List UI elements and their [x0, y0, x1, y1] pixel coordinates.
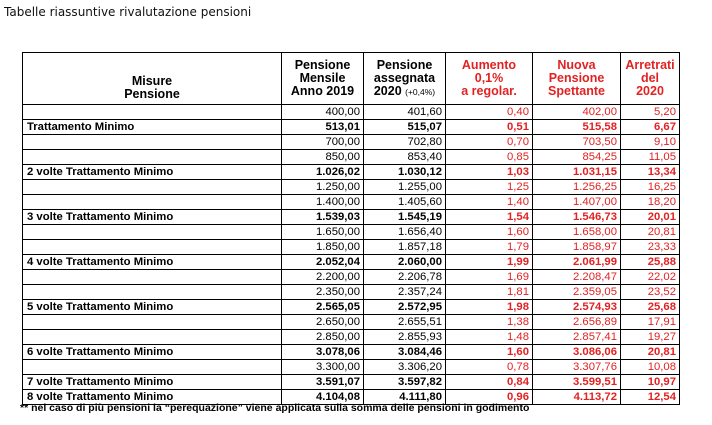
- nuova-pensione-cell: 3.599,51: [533, 375, 621, 390]
- pensione-assegnata-cell: 702,80: [364, 135, 446, 150]
- aumento-cell: 1,69: [446, 270, 533, 285]
- header-nuova-pensione: [533, 53, 621, 105]
- header-text: Pensione: [294, 58, 351, 72]
- header-label-line: Pensione: [124, 87, 180, 101]
- header-text: a regolar.: [461, 84, 517, 98]
- pensione-assegnata-cell: 3.306,20: [364, 360, 446, 375]
- nuova-pensione-cell: 1.658,00: [533, 225, 621, 240]
- pensione-assegnata-cell: 3.084,46: [364, 345, 446, 360]
- arretrati-cell: 18,20: [621, 195, 680, 210]
- aumento-cell: 1,40: [446, 195, 533, 210]
- pensione-mensile-cell: 850,00: [282, 150, 364, 165]
- aumento-cell: 1,25: [446, 180, 533, 195]
- header-pensione-assegnata: [364, 53, 446, 105]
- nuova-pensione-cell: 4.113,72: [533, 390, 621, 405]
- pensione-mensile-cell: 2.200,00: [282, 270, 364, 285]
- aumento-cell: 0,40: [446, 105, 533, 120]
- nuova-pensione-cell: 2.359,05: [533, 285, 621, 300]
- nuova-pensione-cell: 1.546,73: [533, 210, 621, 225]
- arretrati-cell: 11,05: [621, 150, 680, 165]
- misura-label-cell: 2 volte Trattamento Minimo: [23, 165, 282, 180]
- misura-label-cell: [23, 150, 282, 165]
- header-label-line: Misure: [131, 74, 173, 88]
- header-text: Pensione: [548, 71, 605, 85]
- arretrati-cell: 6,67: [621, 120, 680, 135]
- pensione-mensile-cell: 1.026,02: [282, 165, 364, 180]
- misura-label-cell: [23, 330, 282, 345]
- aumento-cell: 1,60: [446, 345, 533, 360]
- aumento-cell: 1,60: [446, 225, 533, 240]
- table-row: [23, 165, 680, 180]
- pensione-assegnata-cell: 2.655,51: [364, 315, 446, 330]
- header-text: Anno 2019: [290, 84, 355, 98]
- header-text: del: [640, 71, 660, 85]
- pensione-mensile-cell: 513,01: [282, 120, 364, 135]
- arretrati-cell: 20,81: [621, 345, 680, 360]
- header-text: Mensile: [299, 71, 346, 85]
- misura-label-cell: [23, 105, 282, 120]
- header-aumento: [446, 53, 533, 105]
- pensione-mensile-cell: 1.650,00: [282, 225, 364, 240]
- pensione-mensile-cell: 2.350,00: [282, 285, 364, 300]
- aumento-cell: 1,81: [446, 285, 533, 300]
- misura-label-cell: 4 volte Trattamento Minimo: [23, 255, 282, 270]
- pensione-mensile-cell: 2.052,04: [282, 255, 364, 270]
- table-row: [23, 345, 680, 360]
- pensione-mensile-cell: 4.104,08: [282, 390, 364, 405]
- header-text: Nuova: [557, 58, 596, 72]
- misura-label-cell: [23, 315, 282, 330]
- pensione-mensile-cell: 3.300,00: [282, 360, 364, 375]
- table-row: [23, 255, 680, 270]
- table-row: [23, 195, 680, 210]
- page-title: Tabelle riassuntive rivalutazione pensioni: [4, 5, 252, 19]
- pensione-assegnata-cell: 2.572,95: [364, 300, 446, 315]
- table-row: [23, 375, 680, 390]
- arretrati-cell: 20,81: [621, 225, 680, 240]
- aumento-cell: 1,79: [446, 240, 533, 255]
- misura-label-cell: [23, 285, 282, 300]
- header-misure-pensione: [23, 53, 282, 105]
- nuova-pensione-cell: 2.208,47: [533, 270, 621, 285]
- header-text: Spettante: [548, 84, 605, 98]
- table-row: [23, 315, 680, 330]
- header-text: Arretrati: [625, 58, 675, 72]
- table-row: [23, 180, 680, 195]
- nuova-pensione-cell: 2.574,93: [533, 300, 621, 315]
- table-row: [23, 225, 680, 240]
- header-text: assegnata: [373, 70, 436, 85]
- pensione-assegnata-cell: 1.656,40: [364, 225, 446, 240]
- table-row: [23, 210, 680, 225]
- header-text: 0,1%: [474, 71, 504, 85]
- arretrati-cell: 25,68: [621, 300, 680, 315]
- misura-label-cell: 5 volte Trattamento Minimo: [23, 300, 282, 315]
- nuova-pensione-cell: 854,25: [533, 150, 621, 165]
- pensione-assegnata-cell: 2.855,93: [364, 330, 446, 345]
- table-row: [23, 135, 680, 150]
- arretrati-cell: 13,34: [621, 165, 680, 180]
- aumento-cell: 0,85: [446, 150, 533, 165]
- arretrati-cell: 16,25: [621, 180, 680, 195]
- arretrati-cell: 5,20: [621, 105, 680, 120]
- arretrati-cell: 22,02: [621, 270, 680, 285]
- nuova-pensione-cell: 2.061,99: [533, 255, 621, 270]
- pensione-mensile-cell: 1.850,00: [282, 240, 364, 255]
- misura-label-cell: [23, 225, 282, 240]
- arretrati-cell: 23,52: [621, 285, 680, 300]
- table-row: [23, 150, 680, 165]
- pensione-mensile-cell: 2.565,05: [282, 300, 364, 315]
- pensione-mensile-cell: 3.591,07: [282, 375, 364, 390]
- header-pensione-mensile: [282, 53, 364, 105]
- header-arretrati: [621, 53, 680, 105]
- pensione-mensile-cell: 3.078,06: [282, 345, 364, 360]
- arretrati-cell: 23,33: [621, 240, 680, 255]
- aumento-cell: 0,70: [446, 135, 533, 150]
- arretrati-cell: 10,08: [621, 360, 680, 375]
- misura-label-cell: 6 volte Trattamento Minimo: [23, 345, 282, 360]
- header-text: Aumento: [461, 58, 517, 72]
- nuova-pensione-cell: 1.407,00: [533, 195, 621, 210]
- misura-label-cell: [23, 360, 282, 375]
- arretrati-cell: 19,27: [621, 330, 680, 345]
- aumento-cell: 1,54: [446, 210, 533, 225]
- header-text: 2020: [373, 83, 402, 98]
- aumento-cell: 0,84: [446, 375, 533, 390]
- arretrati-cell: 17,91: [621, 315, 680, 330]
- pensione-assegnata-cell: 2.206,78: [364, 270, 446, 285]
- pensione-assegnata-cell: 4.111,80: [364, 390, 446, 405]
- pensione-mensile-cell: 2.650,00: [282, 315, 364, 330]
- pensione-assegnata-cell: 401,60: [364, 105, 446, 120]
- misura-label-cell: 3 volte Trattamento Minimo: [23, 210, 282, 225]
- table-row: [23, 270, 680, 285]
- arretrati-cell: 20,01: [621, 210, 680, 225]
- nuova-pensione-cell: 1.031,15: [533, 165, 621, 180]
- pensione-mensile-cell: 1.539,03: [282, 210, 364, 225]
- pensione-mensile-cell: 1.250,00: [282, 180, 364, 195]
- aumento-cell: 1,98: [446, 300, 533, 315]
- aumento-cell: 0,78: [446, 360, 533, 375]
- arretrati-cell: 10,97: [621, 375, 680, 390]
- nuova-pensione-cell: 402,00: [533, 105, 621, 120]
- aumento-cell: 1,99: [446, 255, 533, 270]
- pension-revaluation-table: [22, 52, 680, 405]
- aumento-cell: 1,38: [446, 315, 533, 330]
- table-row: [23, 330, 680, 345]
- pensione-assegnata-cell: 1.030,12: [364, 165, 446, 180]
- misura-label-cell: Trattamento Minimo: [23, 120, 282, 135]
- pensione-assegnata-cell: 1.545,19: [364, 210, 446, 225]
- pensione-assegnata-cell: 2.357,24: [364, 285, 446, 300]
- misura-label-cell: [23, 240, 282, 255]
- arretrati-cell: 12,54: [621, 390, 680, 405]
- pensione-assegnata-cell: 515,07: [364, 120, 446, 135]
- nuova-pensione-cell: 703,50: [533, 135, 621, 150]
- misura-label-cell: [23, 195, 282, 210]
- header-text: Pensione: [376, 57, 433, 72]
- arretrati-cell: 9,10: [621, 135, 680, 150]
- table-header-row: [23, 53, 680, 105]
- arretrati-cell: 25,88: [621, 255, 680, 270]
- nuova-pensione-cell: 1.858,97: [533, 240, 621, 255]
- pensione-assegnata-cell: 853,40: [364, 150, 446, 165]
- pensione-assegnata-cell: 2.060,00: [364, 255, 446, 270]
- header-note: (+0,4%): [405, 86, 436, 97]
- table-row: [23, 360, 680, 375]
- pensione-assegnata-cell: 1.405,60: [364, 195, 446, 210]
- table-row: [23, 120, 680, 135]
- misura-label-cell: [23, 180, 282, 195]
- table-body: [23, 105, 680, 405]
- pensione-mensile-cell: 700,00: [282, 135, 364, 150]
- aumento-cell: 1,03: [446, 165, 533, 180]
- pensione-mensile-cell: 1.400,00: [282, 195, 364, 210]
- header-text: 2020: [636, 84, 664, 98]
- misura-label-cell: 7 volte Trattamento Minimo: [23, 375, 282, 390]
- nuova-pensione-cell: 2.656,89: [533, 315, 621, 330]
- table-row: [23, 105, 680, 120]
- misura-label-cell: [23, 270, 282, 285]
- misura-label-cell: 8 volte Trattamento Minimo: [23, 390, 282, 405]
- footnote: ** nel caso di più pensioni la “perequazione” viene applicata sulla somma delle pensioni in godimento: [20, 402, 530, 414]
- nuova-pensione-cell: 3.086,06: [533, 345, 621, 360]
- misura-label-cell: [23, 135, 282, 150]
- nuova-pensione-cell: 515,58: [533, 120, 621, 135]
- pensione-mensile-cell: 400,00: [282, 105, 364, 120]
- pensione-assegnata-cell: 1.255,00: [364, 180, 446, 195]
- nuova-pensione-cell: 3.307,76: [533, 360, 621, 375]
- nuova-pensione-cell: 2.857,41: [533, 330, 621, 345]
- pensione-assegnata-cell: 3.597,82: [364, 375, 446, 390]
- table-row: [23, 300, 680, 315]
- aumento-cell: 1,48: [446, 330, 533, 345]
- nuova-pensione-cell: 1.256,25: [533, 180, 621, 195]
- aumento-cell: 0,51: [446, 120, 533, 135]
- pensione-mensile-cell: 2.850,00: [282, 330, 364, 345]
- table-row: [23, 285, 680, 300]
- table-row: [23, 240, 680, 255]
- aumento-cell: 0,96: [446, 390, 533, 405]
- pensione-assegnata-cell: 1.857,18: [364, 240, 446, 255]
